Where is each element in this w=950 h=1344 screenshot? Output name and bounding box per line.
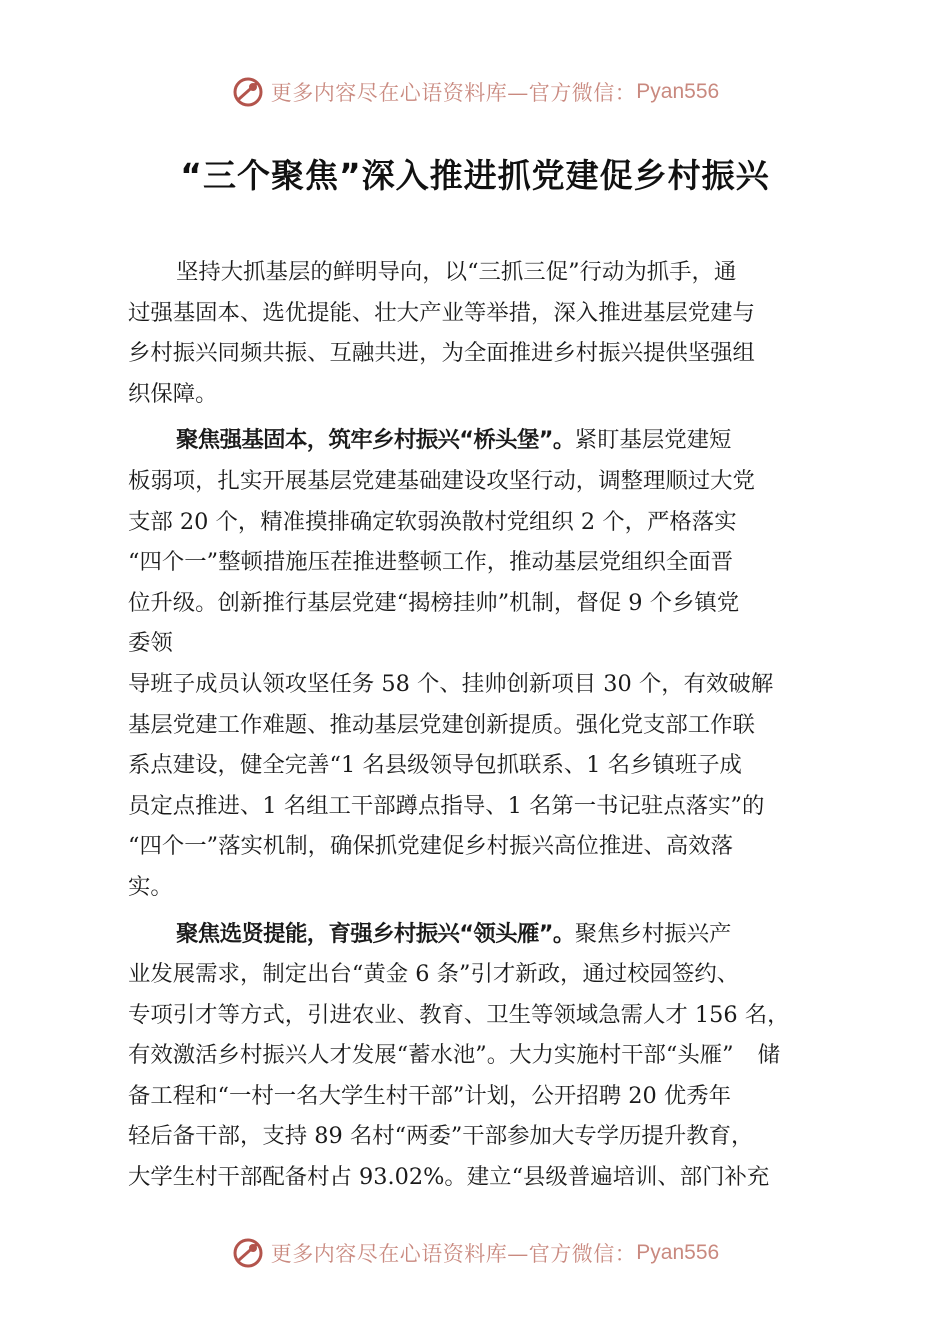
section2-first-line: [128, 914, 828, 955]
banner-wechat-id: Pyan556: [636, 80, 720, 103]
s1-line: 系点建设，健全完善“1 名县级领导包抓联系、1 名乡镇班子成: [128, 752, 742, 779]
banner-text: 更多内容尽在心语资料库—官方微信：: [270, 81, 637, 105]
s2-line-with-trailing: [128, 1035, 828, 1076]
footer-banner: [0, 1233, 950, 1273]
brand-logo-icon: [231, 75, 265, 109]
s1-line: 位升级。创新推行基层党建“揭榜挂帅”机制，督促 9 个乡镇党: [128, 589, 740, 616]
s2-line-trailing: 储: [757, 1042, 780, 1069]
section1-first-line-rest: 紧盯基层党建短: [574, 427, 732, 454]
brand-logo-icon: [231, 1236, 265, 1270]
s1-line: “四个一”落实机制，确保抓党建促乡村振兴高位推进、高效落: [128, 833, 734, 860]
s2-line: 业发展需求，制定出台“黄金 6 条”引才新政，通过校园签约、: [128, 961, 740, 988]
s2-line: 大学生村干部配备村占 93.02%。建立“县级普遍培训、部门补充: [128, 1164, 770, 1191]
s1-line: 导班子成员认领攻坚任务 58 个、挂帅创新项目 30 个，有效破解: [128, 670, 774, 697]
header-banner: [0, 72, 950, 112]
s1-line: “四个一”整顿措施压茬推进整顿工作，推动基层党组织全面晋: [128, 549, 734, 576]
s1-line: 员定点推进、1 名组工干部蹲点指导、1 名第一书记驻点落实”的: [128, 792, 765, 819]
s1-line: 支部 20 个，精准摸排确定软弱涣散村党组织 2 个，严格落实: [128, 508, 737, 535]
section2-heading: 聚焦选贤提能，育强乡村振兴“领头雁”。: [176, 920, 575, 947]
section2-first-line-rest: 聚焦乡村振兴产: [574, 920, 732, 947]
page-title: “三个聚焦”深入推进抓党建促乡村振兴: [180, 156, 770, 195]
section1-first-line: [128, 420, 828, 461]
s2-line: 备工程和“一村一名大学生村干部”计划，公开招聘 20 优秀年: [128, 1082, 731, 1109]
banner-wechat-id: Pyan556: [636, 1241, 720, 1264]
s1-line: 实。: [128, 873, 173, 900]
s1-line: 板弱项，扎实开展基层党建基础建设攻坚行动，调整理顺过大党: [128, 467, 755, 494]
p1-line-1: 坚持大抓基层的鲜明导向，以“三抓三促”行动为抓手，通: [176, 259, 737, 285]
document-body: [128, 252, 828, 1198]
s1-line: 委领: [128, 630, 173, 657]
p1-line-3: 乡村振兴同频共振、互融共进，为全面推进乡村振兴提供坚强组: [128, 340, 755, 367]
p1-line-4: 织保障。: [128, 380, 218, 407]
banner-text: 更多内容尽在心语资料库—官方微信：: [270, 1242, 637, 1266]
s2-line-main: 有效激活乡村振兴人才发展“蓄水池”。大力实施村干部“头雁”: [128, 1042, 734, 1069]
section1-heading: 聚焦强基固本，筑牢乡村振兴“桥头堡”。: [176, 427, 575, 454]
s1-line: 基层党建工作难题、推动基层党建创新提质。强化党支部工作联: [128, 711, 755, 738]
s2-line: 轻后备干部，支持 89 名村“两委”干部参加大专学历提升教育，: [128, 1123, 754, 1150]
p1-line-2: 过强基固本、选优提能、壮大产业等举措，深入推进基层党建与: [128, 299, 755, 326]
s2-line: 专项引才等方式，引进农业、教育、卫生等领域急需人才 156 名，: [128, 1001, 790, 1028]
